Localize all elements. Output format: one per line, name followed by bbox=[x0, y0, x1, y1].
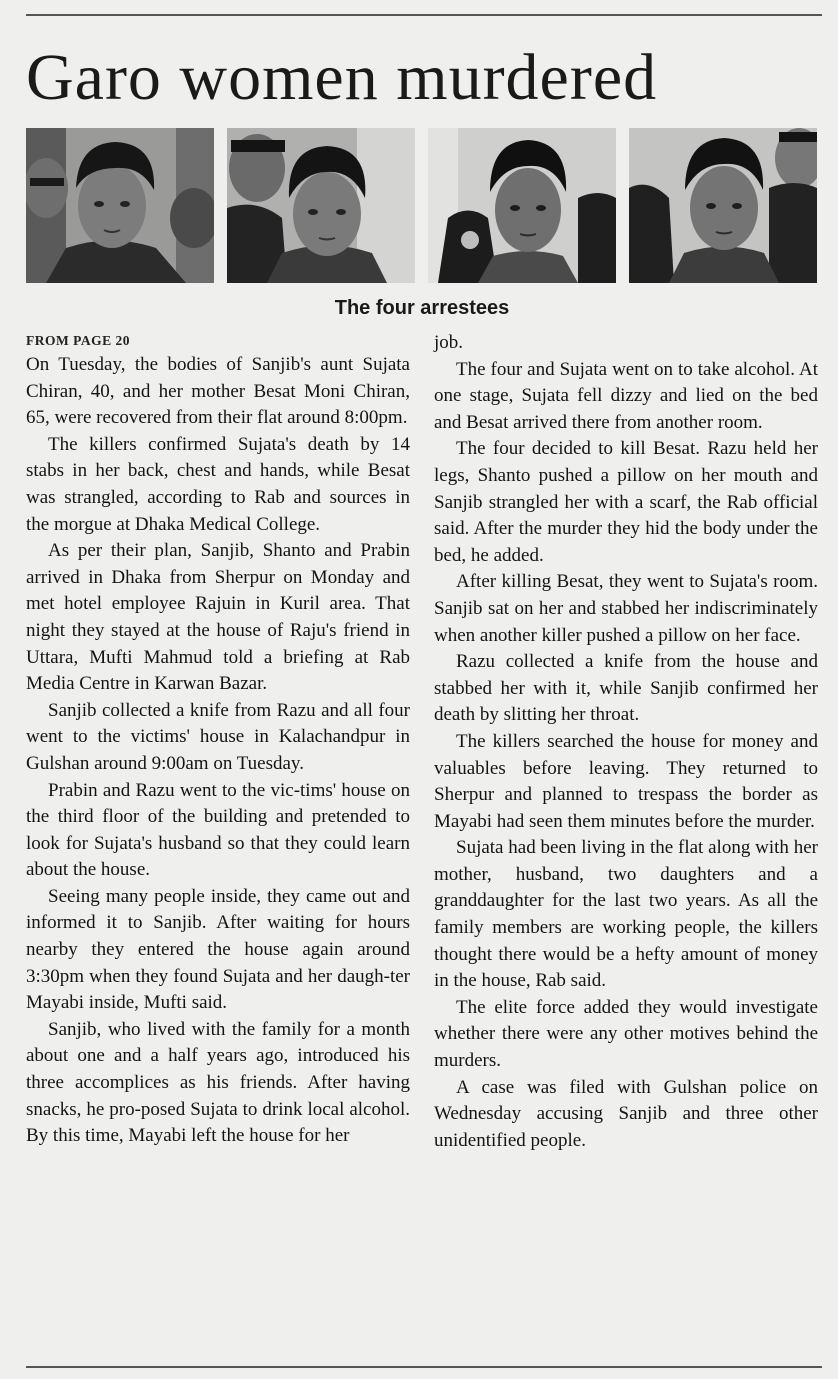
article-paragraph: Prabin and Razu went to the vic-tims' house on the third floor of the building and pretended to look for Sujata's husband so that they could learn about the house. bbox=[26, 779, 410, 881]
article-paragraph: job. bbox=[434, 332, 464, 353]
article-paragraph: A case was filed with Gulshan police on Wednesday accusing Sanjib and three other unidentified people. bbox=[434, 1076, 818, 1151]
article-paragraph: Sanjib, who lived with the family for a month about one and a half years ago, introduced his three accomplices as his friends. After having snacks, he pro-posed Sujata to drink local alcohol. By this time, Mayabi left the house for her bbox=[26, 1018, 410, 1147]
article-paragraph: After killing Besat, they went to Sujata's room. Sanjib sat on her and stabbed her indiscriminately when another killer pushed a pillow on her face. bbox=[434, 571, 818, 646]
article-paragraph: The elite force added they would investigate whether there were any other motives behind the murders. bbox=[434, 996, 818, 1072]
top-rule bbox=[26, 14, 822, 16]
headline: Garo women murdered bbox=[26, 41, 658, 114]
article-column-right bbox=[434, 330, 818, 1154]
arrestee-photo-2 bbox=[227, 128, 415, 283]
arrestee-photo-3 bbox=[428, 128, 616, 283]
article-paragraph: Sujata had been living in the flat along with her mother, husband, two daughters and a granddaughter for the last two years. As all the family members are working people, the killers thought there would be a hefty amount of money in the house, Rab said. bbox=[434, 837, 818, 992]
article-paragraph: The four decided to kill Besat. Razu held her legs, Shanto pushed a pillow on her mouth and Sanjib strangled her with a scarf, the Rab official said. After the murder they hid the body under the bed, he added. bbox=[434, 438, 818, 566]
article-column-left bbox=[26, 330, 410, 1150]
article-paragraph: The killers searched the house for money and valuables before leaving. They returned to Sherpur and planned to trespass the border as Mayabi had seen them minutes before the murder. bbox=[434, 730, 818, 832]
bottom-rule bbox=[26, 1366, 822, 1368]
article-paragraph: On Tuesday, the bodies of Sanjib's aunt Sujata Chiran, 40, and her mother Besat Moni Chiran, 65, were recovered from their flat around 8:00pm. bbox=[26, 354, 410, 429]
jump-line: FROM PAGE 20 bbox=[26, 333, 130, 348]
arrestee-photo-1 bbox=[26, 128, 214, 283]
article-paragraph: As per their plan, Sanjib, Shanto and Prabin arrived in Dhaka from Sherpur on Monday and met hotel employee Rajuin in Kuril area. That night they stayed at the house of Raju's friend in Uttara, Mufti Mahmud told a briefing at Rab Media Centre in Karwan Bazar. bbox=[26, 540, 410, 695]
photo-caption: The four arrestees bbox=[334, 297, 510, 319]
arrestee-photo-4 bbox=[629, 128, 817, 283]
article-paragraph: Razu collected a knife from the house and stabbed her with it, while Sanjib confirmed her death by slitting her throat. bbox=[434, 651, 818, 726]
article-paragraph: The killers confirmed Sujata's death by 14 stabs in her back, chest and hands, while Besat was strangled, according to Rab and sources in the morgue at Dhaka Medical College. bbox=[26, 433, 410, 535]
photo-strip bbox=[26, 128, 818, 283]
article-paragraph: Seeing many people inside, they came out and informed it to Sanjib. After waiting for hours nearby they entered the house again around 3:30pm when they found Sujata and her daugh-ter Mayabi inside, Mufti said. bbox=[26, 885, 410, 1014]
article-paragraph: Sanjib collected a knife from Razu and all four went to the victims' house in Kalachandpur in Gulshan around 9:00am on Tuesday. bbox=[26, 699, 410, 774]
article-paragraph: The four and Sujata went on to take alcohol. At one stage, Sujata fell dizzy and lied on the bed and Besat arrived there from another room. bbox=[434, 358, 818, 433]
